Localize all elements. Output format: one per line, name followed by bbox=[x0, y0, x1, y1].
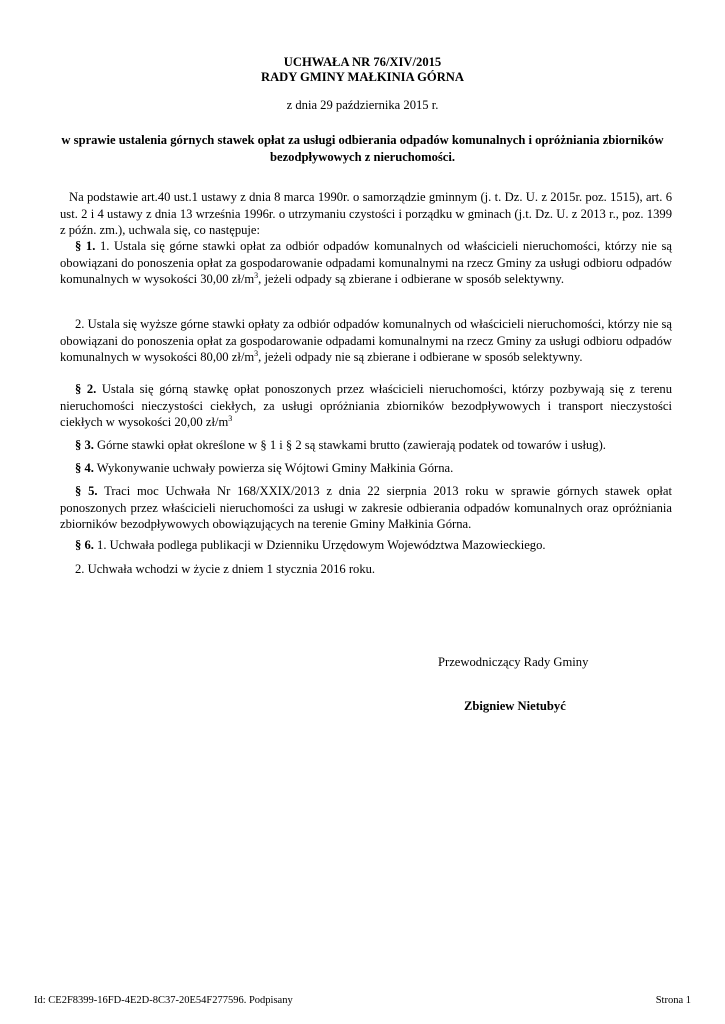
section-2-label: § 2. bbox=[75, 382, 97, 396]
section-1-paragraph bbox=[60, 238, 672, 288]
cubic-superscript: 3 bbox=[254, 348, 259, 358]
section-5-label: § 5. bbox=[75, 484, 98, 498]
section-4-text: Wykonywanie uchwały powierza się Wójtowi Gminy Małkinia Górna. bbox=[93, 461, 454, 475]
section-4-label: § 4. bbox=[75, 461, 94, 475]
legal-basis-paragraph bbox=[60, 189, 672, 239]
document-id-footer: Id: CE2F8399-16FD-4E2D-8C37-20E54F277596. Podpisany bbox=[34, 995, 293, 1006]
section-1-point-2-paragraph bbox=[60, 316, 672, 366]
section-4-paragraph bbox=[60, 460, 672, 477]
section-6-paragraph bbox=[60, 537, 672, 554]
section-1-point-2-text-end: , jeżeli odpady nie są zbierane i odbierane w sposób selektywny. bbox=[258, 350, 583, 364]
section-3-text: Górne stawki opłat określone w § 1 i § 2 są stawkami brutto (zawierają podatek od towarów i usług). bbox=[93, 438, 606, 452]
section-5-paragraph bbox=[60, 483, 672, 533]
section-1-text-end: , jeżeli odpady są zbierane i odbierane w sposób selektywny. bbox=[258, 272, 565, 286]
section-1-text: 1. Ustala się górne stawki opłat za odbiór odpadów komunalnych od właścicieli nieruchomości, którzy nie są obowiązani do ponoszenia opłat za gospodarowanie odpadami komunalnymi na rzecz Gminy za usługi odbioru odpadów komunalnych w wysokości 30,00 zł/m bbox=[60, 239, 672, 286]
cubic-superscript: 3 bbox=[254, 270, 259, 280]
council-name: RADY GMINY MAŁKINIA GÓRNA bbox=[260, 70, 464, 84]
cubic-superscript: 3 bbox=[228, 413, 233, 423]
section-6-point-2-paragraph bbox=[60, 561, 672, 578]
section-2-paragraph bbox=[60, 381, 672, 431]
section-6-point-2-text: 2. Uchwała wchodzi w życie z dniem 1 stycznia 2016 roku. bbox=[75, 562, 376, 576]
section-6-text: 1. Uchwała podlega publikacji w Dzienniku Urzędowym Województwa Mazowieckiego. bbox=[93, 538, 546, 552]
resolution-date: z dnia 29 października 2015 r. bbox=[286, 98, 439, 112]
section-2-text: Ustala się górną stawkę opłat ponoszonych przez właścicieli nieruchomości, którzy pozbywają się z terenu nieruchomości nieczystości ciekłych, za usługi opróżniania zbiorników bezodpływowych i transport nieczystości ciekłych w wysokości 20,00 zł/m bbox=[60, 382, 672, 429]
legal-basis-text: Na podstawie art.40 ust.1 ustawy z dnia 8 marca 1990r. o samorządzie gminnym (j. t. Dz. U. z 2015r. poz. 1515), art. 6 ust. 2 i 4 ustawy z dnia 13 września 1996r. o utrzymaniu czystości i porządku w gminach (j.t. Dz. U. z 2013 r., poz. 1399 z późn. zm.), uchwala się, co następuje: bbox=[60, 190, 672, 237]
section-3-paragraph bbox=[60, 437, 672, 454]
section-6-label: § 6. bbox=[75, 538, 94, 552]
section-1-label: § 1. bbox=[75, 239, 96, 253]
resolution-number: UCHWAŁA NR 76/XIV/2015 bbox=[283, 55, 442, 69]
signatory-role: Przewodniczący Rady Gminy bbox=[438, 655, 589, 669]
signatory-name: Zbigniew Nietubyć bbox=[464, 699, 566, 713]
page-number: Strona 1 bbox=[655, 995, 691, 1006]
resolution-subject: w sprawie ustalenia górnych stawek opłat za usługi odbierania odpadów komunalnych i opróżniania zbiorników bezodpływowych z nieruchomości. bbox=[61, 133, 664, 164]
section-1-point-2-text: 2. Ustala się wyższe górne stawki opłaty za odbiór odpadów komunalnych od właścicieli nieruchomości, którzy nie są obowiązani do ponoszenia opłat za gospodarowanie odpadami komunalnymi na rzecz Gminy za usługi odbioru odpadów komunalnych w wysokości 80,00 zł/m bbox=[60, 317, 672, 364]
section-5-text: Traci moc Uchwała Nr 168/XXIX/2013 z dnia 22 sierpnia 2013 roku w sprawie górnych stawek opłat ponoszonych przez właścicieli nieruchomości za usługi w zakresie odbierania odpadów komunalnych oraz opróżniania zbiorników bezodpływowych obowiązujących na terenie Gminy Małkinia Górna. bbox=[60, 484, 672, 531]
section-3-label: § 3. bbox=[75, 438, 94, 452]
